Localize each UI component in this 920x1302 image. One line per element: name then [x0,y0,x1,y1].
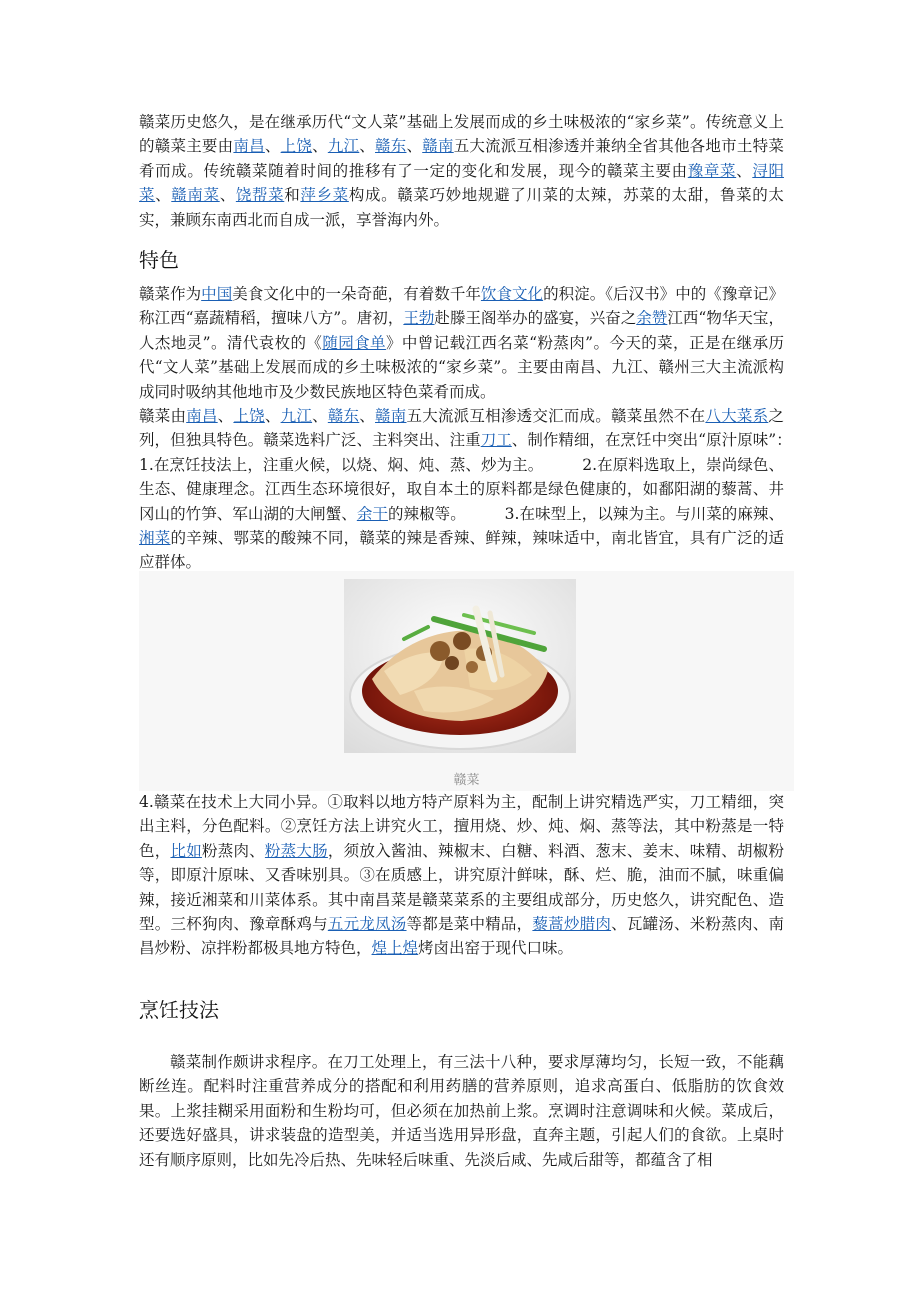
dish-photo [344,579,576,753]
intro-paragraph [139,110,784,232]
link-eight-cuisines[interactable]: 八大菜系 [705,407,769,425]
link-knife-work[interactable]: 刀工 [480,431,512,450]
link-yuzhang-cuisine[interactable]: 豫章菜 [687,161,737,180]
text-run: 、 [217,407,234,425]
text-run: 的辛辣、鄂菜的酸辣不同，赣菜的辣是香辣、鲜辣，辣味适中，南北皆宜，具有广泛的适应群体。 [139,529,784,572]
text-run: 五大流派互相渗透交汇而成。赣菜虽然不在 [406,407,706,425]
text-run: 的积淀。《后汉书》中的《豫章记》称江西“嘉蔬精稻，擅味八方”。唐初， [139,285,784,328]
text-run: 、 [312,407,328,425]
link-gandong-2[interactable]: 赣东 [327,407,360,425]
text-run: 粉蒸肉、 [201,841,265,860]
link-wang-bo[interactable]: 王勃 [403,309,435,328]
text-run: ，须放入酱油、辣椒末、白糖、料酒、葱末、姜末、味精、胡椒粉等，即原汁原味、又香味别具。③在质感上，讲究原汁鲜味，酥、烂、脆，油而不腻，味重偏辣，接近湘菜和川菜体系。其中南昌菜是赣菜菜系的主要组成部分，历史悠久，讲究配色、造型。三杯狗肉、豫章酥鸡与 [139,841,784,934]
link-gannan-2[interactable]: 赣南 [375,407,407,425]
features-paragraph-2 [139,404,831,575]
link-yugan[interactable]: 余干 [356,504,388,523]
link-artemisia-bacon[interactable]: 藜蒿炒腊肉 [532,915,612,934]
text-run: 4.赣菜在技术上大同小异。①取料以地方特产原料为主，配制上讲究精选严实，刀工精细，突出主料，分色配料。②烹饪方法上讲究火工，擅用烧、炒、炖、焖、蒸等法，其中粉蒸是一特色， [139,793,784,860]
link-suiyuan-shidan[interactable]: 随园食单 [322,333,386,352]
text-run: 和 [284,186,301,205]
text-run: 、 [736,161,753,180]
text-run: 之列，但独具特色。赣菜选料广泛、主料突出、注重 [139,407,784,450]
text-run: 烤卤出窑于现代口味。 [418,939,574,958]
text-run: 江西“物华天宝，人杰地灵”。清代袁枚的《 [139,309,784,352]
dish-illustration [344,579,576,753]
link-huangshanghuang[interactable]: 煌上煌 [371,939,419,958]
link-gannan-cuisine[interactable]: 赣南菜 [171,186,220,205]
text-run: 赴滕王阁举办的盛宴，兴奋之 [434,309,637,328]
link-china[interactable]: 中国 [201,285,233,303]
link-pingxiang-cuisine[interactable]: 萍乡菜 [300,186,349,205]
link-raobang-cuisine[interactable]: 饶帮菜 [235,186,285,205]
link-hunan-cuisine[interactable]: 湘菜 [139,529,171,548]
text-run: 等都是菜中精品， [406,915,533,934]
link-jiujiang-2[interactable]: 九江 [280,407,313,425]
link-steamed-intestine[interactable]: 粉蒸大肠 [264,841,328,860]
text-run: 》中曾记载江西名菜“粉蒸肉”。今天的菜，正是在继承历代“文人菜”基础上发展而成的乡土味极浓的“家乡菜”。主要由南昌、九江、赣州三大主流派构成同时吸纳其他地市及少数民族地区特色菜肴而成。 [139,333,784,401]
link-yu-zan[interactable]: 余赞 [636,309,668,328]
text-run: 构成。赣菜巧妙地规避了川菜的太辣，苏菜的太甜，鲁菜的太实，兼顾东南西北而自成一派，享誉海内外。 [139,186,784,229]
link-biru[interactable]: 比如 [170,841,202,860]
text-run: 、 [359,407,376,425]
technique-paragraph [139,790,784,961]
link-nanchang[interactable]: 南昌 [233,137,265,156]
text-run: 美食文化中的一朵奇葩，有着数千年 [232,285,481,303]
text-run: 、 [312,137,328,156]
text-run: 五大流派互相渗透并兼纳全省其他各地市土特菜肴而成。传统赣菜随着时间的推移有了一定的变化和发展，现今的赣菜主要由 [139,137,784,180]
cooking-paragraph: 赣菜制作颇讲求程序。在刀工处理上，有三法十八种，要求厚薄均匀，长短一致，不能藕断丝连。配料时注重营养成分的搭配和利用药膳的营养原则，追求高蛋白、低脂肪的饮食效果。上浆挂糊采用面粉和生粉均可，但必须在加热前上浆。烹调时注意调味和火候。菜成后，还要选好盛具，讲求装盘的造型美，并适当选用异形盘，直奔主题，引起人们的食欲。上桌时还有顺序原则，比如先冷后热、先味轻后味重、先淡后咸、先咸后甜等，都蕴含了相 [139,1053,784,1169]
link-nanchang-2[interactable]: 南昌 [186,407,218,425]
link-wuyuan-soup[interactable]: 五元龙凤汤 [327,915,407,934]
section-heading-cooking: 烹饪技法 [139,998,219,1022]
text-run: 、 [406,137,423,156]
text-run: 、 [219,186,236,205]
text-run: 、制作精细，在烹饪中突出“原汁原味”： 1.在烹饪技法上，注重火候，以烧、焖、炖、蒸、炒为主。 2.在原料选取上，崇尚绿色、生态、健康理念。江西生态环境很好，取自本土的原料都是绿色健康的，如鄱阳湖的藜蒿、井冈山的竹笋、军山湖的大闸蟹、 [139,431,831,523]
link-xunyang-cuisine[interactable]: 浔阳菜 [139,161,784,205]
text-run: 、 [264,407,281,425]
figure-caption: 赣菜 [453,773,480,788]
text-run: 赣菜由 [139,407,187,425]
link-gannan[interactable]: 赣南 [422,137,454,156]
section-heading-features: 特色 [139,248,179,272]
text-run: 、 [264,137,281,156]
text-run: 的辣椒等。 3.在味型上，以辣为主。与川菜的麻辣、 [387,504,784,523]
link-gandong[interactable]: 赣东 [375,137,407,156]
text-run: 、瓦罐汤、米粉蒸肉、南昌炒粉、凉拌粉都极具地方特色， [139,915,784,958]
link-shangrao[interactable]: 上饶 [280,137,313,156]
link-food-culture[interactable]: 饮食文化 [480,285,544,303]
text-run: 赣菜历史悠久，是在继承历代“文人菜”基础上发展而成的乡土味极浓的“家乡菜”。传统意义上的赣菜主要由 [139,113,784,156]
text-run: 赣菜作为 [139,285,202,303]
features-paragraph-1 [139,282,784,404]
text-run: 、 [155,186,172,205]
link-shangrao-2[interactable]: 上饶 [233,407,265,425]
link-jiujiang[interactable]: 九江 [327,137,360,156]
text-run: 、 [359,137,376,156]
